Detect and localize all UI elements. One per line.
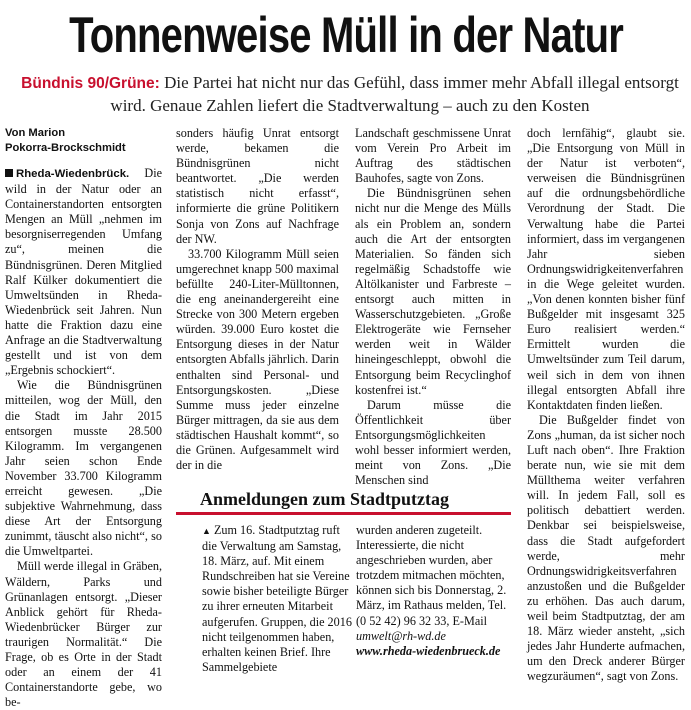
headline: Tonnenweise Müll in der Natur — [69, 7, 624, 63]
dateline: Rheda-Wiedenbrück. — [16, 168, 130, 180]
byline-line-1: Von Marion — [5, 127, 66, 139]
article-column-4 — [527, 126, 685, 684]
article-column-2 — [176, 126, 339, 473]
paragraph: sonders häufig Unrat entsorgt werde, bekamen die Bündnisgrünen nicht beantwortet. „Die werden statistisch nicht erfasst“, informierte die grüne Politikern Sonja von Zons auf Nachfrage der NW. — [176, 126, 339, 246]
article-column-3 — [355, 126, 511, 488]
byline-line-2: Pokorra-Brockschmidt — [5, 141, 126, 154]
info-box-text: wurden anderen zugeteilt. Interessierte, die nicht angeschrieben wurden, aber trotzdem mitmachen möchten, können sich bis Donnerstag, 2. März, im Rathaus melden, Tel. (0 52 42) 96 32 33, E-Mail — [356, 523, 507, 628]
info-box-title: Anmeldungen zum Stadtputztag — [176, 484, 511, 515]
paragraph — [5, 166, 162, 378]
paragraph: Müll werde illegal in Gräben, Wäldern, Parks und Grünanlagen entsorgt. „Dieser Anblick gehört für Rheda-Wiedenbrücker Bürger zur traurigen Normalität.“ Die Frage, ob es Orte in der Stadt oder an einem der 41 Containerstandorte gebe, wo be- — [5, 559, 162, 710]
paragraph-text: Die wild in der Natur oder an Containerstandorten entsorgten Mengen an Müll „nehmen im besorgniserregenden Umfang zu“, meinen die Bündnisgrünen. Deren Mitglied Ralf Külker dokumentiert die Umweltsünden in Rheda-Wiedenbrück seit Jahren. Nun hatte die Fraktion dazu eine Anfrage an die Stadtverwaltung gestellt und ist von dem „Ergebnis schockiert“. — [5, 166, 162, 378]
paragraph: doch lernfähig“, glaubt sie. „Die Entsorgung von Müll in der Natur ist verboten“, verweisen die Bündnisgrünen auf die ordnungsbehördliche Verordnung der Stadt. Die Verwaltung habe die Partei informiert, dass im vergangenen Jahr sieben Ordnungswidrigkeitenverfahren in die Wege geleitet wurden. „Von denen konnten bisher fünf Bußgelder mit insgesamt 325 Euro realisiert werden.“ Ermittelt wurden die Umweltsünder zum Teil darum, weil sich in dem von ihnen illegal entsorgten Abfall ihre Kontaktdaten finden ließen. — [527, 126, 685, 412]
paragraph: 33.700 Kilogramm Müll seien umgerechnet knapp 500 maximal befüllte 240-Liter-Mülltonnen, die eng aneinandergereiht eine Strecke von 300 Metern ergeben würden. 39.000 Euro kostet die Entsorgung dieses in der Natur entsorgten Abfalls jährlich. Darin enthalten sind Personal- und Entsorgungskosten. „Diese Summe muss jeder einzelne Bürger mittragen, da sie aus dem städtischen Haushalt kommt“, so die Grünen. Aufgesammelt wird der in die — [176, 246, 339, 473]
info-box-column-1 — [202, 523, 352, 675]
info-box-column-2 — [356, 523, 508, 659]
paragraph: Die Bußgelder findet von Zons „human, da ist sicher noch Luft nach oben“. Ihre Fraktion berate nun, wie sie mit dem Müllthema weiter verfahren will. In jedem Fall, soll es politisch debattiert werden. Denkbar sei beispielsweise, dass die Stadt aufgefordert werde, mehr Ordnungswidrigkeitsverfahren anzustoßen und die Bußgelder zu erhöhen. Das auch darum, weil beim Stadtputztag, der am 18. März wieder ansteht, „sich jedes Jahr Hunderte aufmachen, um den Dreck anderer Bürger wegzuräumen“, sagt von Zons. — [527, 412, 685, 684]
kicker: Bündnis 90/Grüne: — [21, 75, 160, 92]
byline — [5, 126, 162, 155]
article-column-1 — [5, 126, 162, 710]
paragraph: Darum müsse die Öffentlichkeit über Entsorgungsmöglichkeiten wohl besser informiert werden, meint von Zons. „Die Menschen sind — [355, 397, 511, 488]
paragraph: Die Bündnisgrünen sehen nicht nur die Menge des Mülls als ein Problem an, sondern auch die Art der entsorgten Materialien. So fänden sich regelmäßig Schadstoffe wie Altölkanister und Farbreste – entsorgt auch mitten in Wasserschutzgebieten. „Große Elektrogeräte wie Fernseher werden weit in Wälder hineingeschleppt, obwohl die Entsorgung beim Recyclinghof kostenfrei ist.“ — [355, 186, 511, 397]
paragraph: Wie die Bündnisgrünen mitteilen, wog der Müll, den die Stadt im Jahr 2015 entsorgen musste 28.500 Kilogramm. Im vergangenen Jahr seien schon Ende November 33.700 Kilogramm erreicht gewesen. „Die subjektive Wahrnehmung, dass diese Art der Entsorgung zunimmt, täuscht also nicht“, so die Umweltpartei. — [5, 378, 162, 559]
contact-email-link[interactable]: umwelt@rh-wd.de — [356, 628, 446, 643]
subheadline-text: Die Partei hat nicht nur das Gefühl, dass immer mehr Abfall illegal entsorgt wird. Genaue Zahlen liefert die Stadtverwaltung – auch zu den Kosten — [110, 73, 679, 115]
info-box — [176, 484, 511, 683]
website-link[interactable]: www.rheda-wiedenbrueck.de — [356, 643, 501, 658]
paragraph: Landschaft geschmissene Unrat vom Verein Pro Arbeit im Auftrag des städtischen Bauhofes, sagte von Zons. — [355, 126, 511, 186]
triangle-bullet-icon: ▲ — [202, 526, 211, 536]
subheadline — [20, 72, 680, 117]
info-box-text: Zum 16. Stadtputztag ruft die Verwaltung am Samstag, 18. März, auf. Mit einem Rundschreiben hat sie Vereine sowie bisher beteiligte Bürger zu ihrer erneuten Mitarbeit aufgerufen. Gruppen, die 2016 nicht teilgenommen haben, erhalten keinen Brief. Ihre Sammelgebiete — [202, 523, 352, 674]
square-bullet-icon — [5, 169, 13, 177]
